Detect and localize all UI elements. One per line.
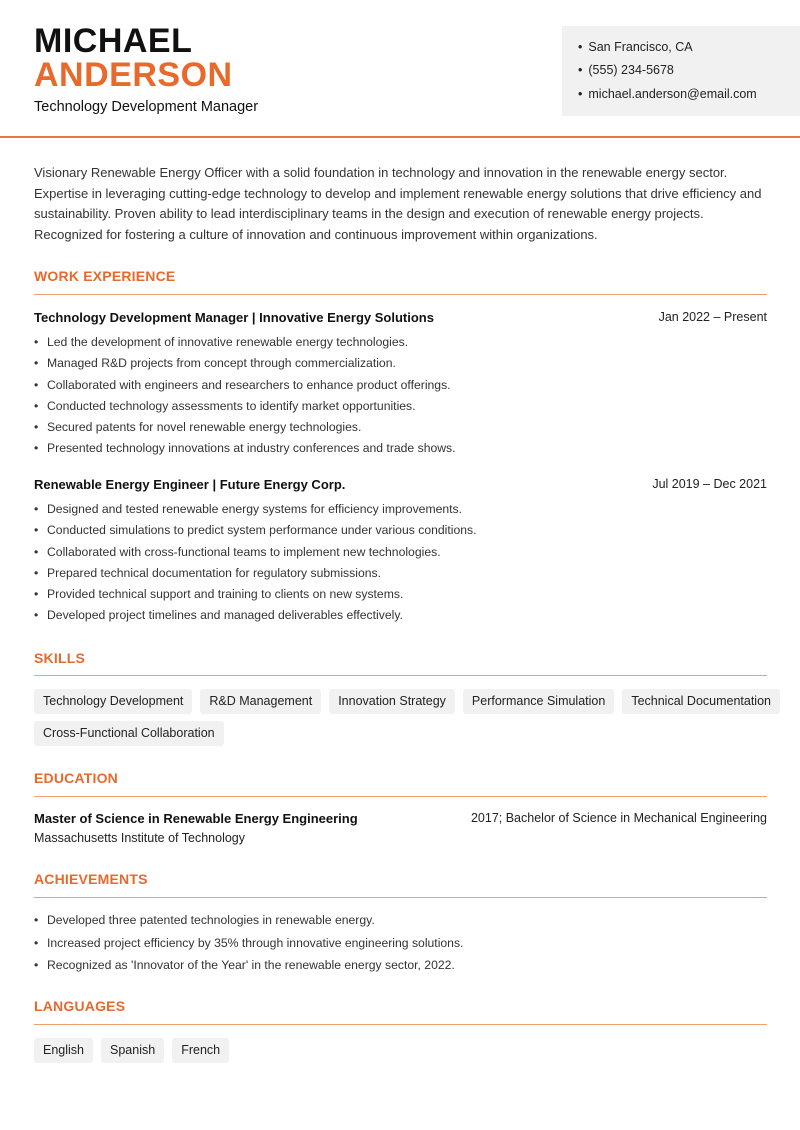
list-item: • Collaborated with cross-functional teams to implement new technologies. <box>34 542 477 563</box>
last-name: ANDERSON <box>34 56 233 94</box>
list-item: • Managed R&D projects from concept through commercialization. <box>34 353 456 374</box>
skill-chip: Technical Documentation <box>622 689 780 714</box>
section-title-achievements: ACHIEVEMENTS <box>34 871 148 887</box>
list-item: • Conducted simulations to predict system performance under various conditions. <box>34 520 477 541</box>
skill-chip: Technology Development <box>34 689 192 714</box>
skills-row <box>34 689 780 714</box>
skill-chip: Performance Simulation <box>463 689 614 714</box>
list-item: • Increased project efficiency by 35% through innovative engineering solutions. <box>34 932 463 955</box>
first-name: MICHAEL <box>34 22 193 60</box>
skill-chip: Innovation Strategy <box>329 689 455 714</box>
list-item: • Designed and tested renewable energy systems for efficiency improvements. <box>34 499 477 520</box>
contact-box <box>562 26 800 116</box>
skill-chip: R&D Management <box>200 689 321 714</box>
list-item: • Prepared technical documentation for regulatory submissions. <box>34 563 477 584</box>
list-item: • Developed project timelines and managed deliverables effectively. <box>34 605 477 626</box>
section-title-languages: LANGUAGES <box>34 998 126 1014</box>
list-item: • Recognized as 'Innovator of the Year' in the renewable energy sector, 2022. <box>34 954 463 977</box>
job-title: Technology Development Manager <box>34 99 259 115</box>
job-bullet-list <box>34 499 477 627</box>
resume-header <box>0 0 800 138</box>
job-heading: Technology Development Manager | Innovative Energy Solutions <box>34 310 434 325</box>
list-item: • Presented technology innovations at industry conferences and trade shows. <box>34 438 456 459</box>
education-detail: 2017; Bachelor of Science in Mechanical Engineering <box>470 811 767 825</box>
section-divider <box>34 796 767 797</box>
skills-row <box>34 721 224 746</box>
language-chip: Spanish <box>101 1038 164 1063</box>
list-item: • Conducted technology assessments to identify market opportunities. <box>34 396 456 417</box>
job-heading: Renewable Energy Engineer | Future Energy Corp. <box>34 477 346 492</box>
section-divider <box>34 675 767 676</box>
language-chip: French <box>172 1038 229 1063</box>
contact-location: • San Francisco, CA <box>578 40 693 54</box>
list-item: • Developed three patented technologies in renewable energy. <box>34 909 463 932</box>
section-title-skills: SKILLS <box>34 650 85 666</box>
section-divider <box>34 294 767 295</box>
job-dates: Jul 2019 – Dec 2021 <box>652 477 767 491</box>
section-divider <box>34 897 767 898</box>
education-school: Massachusetts Institute of Technology <box>34 831 245 845</box>
summary-text: Visionary Renewable Energy Officer with a solid foundation in technology and innovation in the renewable energy sector. Expertise in leveraging cutting-edge technology to develop and implement renewable energy solutions that drive efficiency and sustainability. Proven ability to lead interdisciplinary teams in the design and execution of renewable energy projects. Recognized for fostering a culture of innovation and continuous improvement within organizations. <box>34 165 762 243</box>
list-item: • Collaborated with engineers and researchers to enhance product offerings. <box>34 375 456 396</box>
list-item: • Led the development of innovative renewable energy technologies. <box>34 332 456 353</box>
education-degree: Master of Science in Renewable Energy Engineering <box>34 811 358 826</box>
section-title-education: EDUCATION <box>34 770 118 786</box>
job-dates: Jan 2022 – Present <box>658 310 767 324</box>
list-item: • Secured patents for novel renewable energy technologies. <box>34 417 456 438</box>
languages-row <box>34 1038 229 1063</box>
section-title-work: WORK EXPERIENCE <box>34 268 176 284</box>
list-item: • Provided technical support and training to clients on new systems. <box>34 584 477 605</box>
contact-phone: • (555) 234-5678 <box>578 63 674 77</box>
job-bullet-list <box>34 332 456 460</box>
section-divider <box>34 1024 767 1025</box>
contact-email[interactable]: • michael.anderson@email.com <box>578 87 757 101</box>
skill-chip: Cross-Functional Collaboration <box>34 721 224 746</box>
language-chip: English <box>34 1038 93 1063</box>
achievement-list <box>34 909 463 977</box>
